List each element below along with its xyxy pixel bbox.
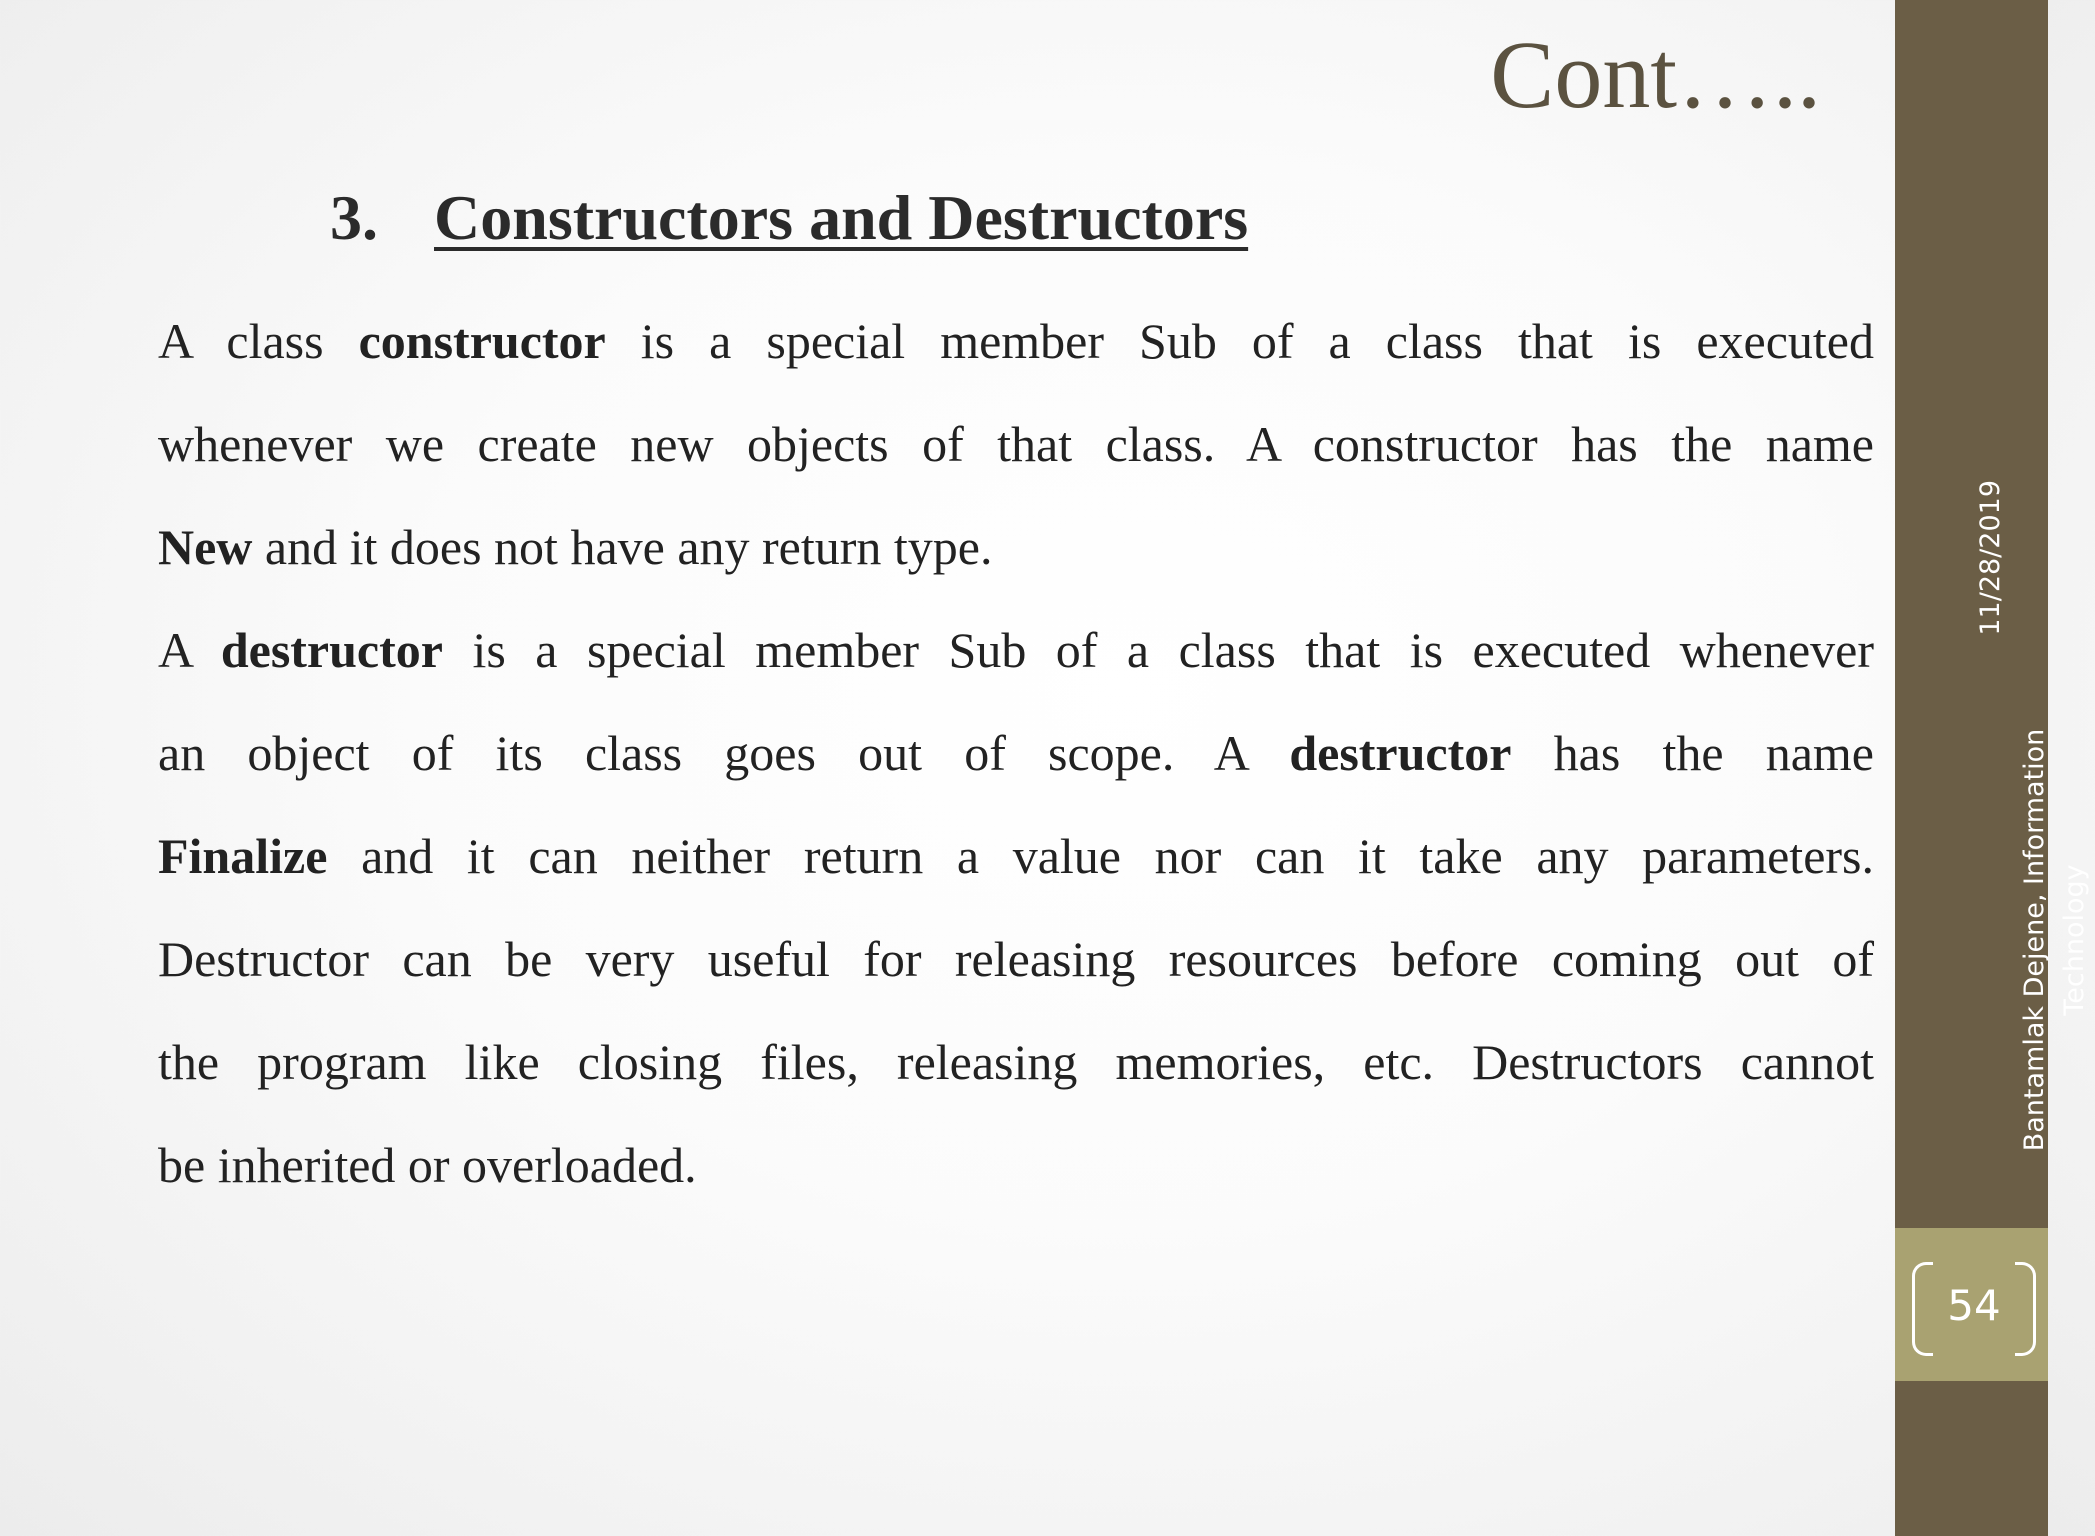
text-run: A class (158, 313, 359, 369)
bold-term: destructor (1289, 725, 1512, 781)
text-run: and it does not have any return type. (252, 519, 993, 575)
section-number: 3. (330, 182, 378, 253)
text-run: whenever we create new objects of that class. A constructor has the name (158, 416, 1874, 472)
slide-title: Cont….. (1490, 21, 1821, 128)
text-run: has the name (1511, 725, 1874, 781)
bold-term: Finalize (158, 828, 328, 884)
text-run: A (158, 622, 221, 678)
body-line (158, 393, 1874, 496)
body-line (158, 496, 1874, 599)
slide-date: 11/28/2019 (1975, 480, 2006, 636)
text-run: and it can neither return a value nor can it take any parameters. (327, 828, 1874, 884)
body-line (158, 1114, 1874, 1217)
text-run: the program like closing files, releasing memories, etc. Destructors cannot (158, 1034, 1874, 1090)
slide-author: Bantamlak Dejene, Information Technology (2019, 728, 2090, 1152)
body-line (158, 908, 1874, 1011)
page-number-box (1912, 1262, 2036, 1354)
body-line (158, 702, 1874, 805)
section-heading (330, 178, 1248, 258)
bold-term: constructor (358, 313, 606, 369)
body-line (158, 805, 1874, 908)
bold-term: destructor (220, 622, 443, 678)
body-line (158, 1011, 1874, 1114)
text-run: is a special member Sub of a class that is executed (605, 313, 1874, 369)
text-run: Destructor can be very useful for releasing resources before coming out of (158, 931, 1874, 987)
body-text (158, 290, 1874, 1217)
text-run: be inherited or overloaded. (158, 1137, 697, 1193)
body-line (158, 599, 1874, 702)
text-run: is a special member Sub of a class that is executed whenever (442, 622, 1874, 678)
text-run: an object of its class goes out of scope. A (158, 725, 1290, 781)
sidebar-footer (1900, 480, 2090, 1160)
bold-term: New (158, 519, 253, 575)
page-number: 54 (1947, 1281, 2001, 1330)
section-heading-text: Constructors and Destructors (434, 182, 1249, 253)
body-line (158, 290, 1874, 393)
